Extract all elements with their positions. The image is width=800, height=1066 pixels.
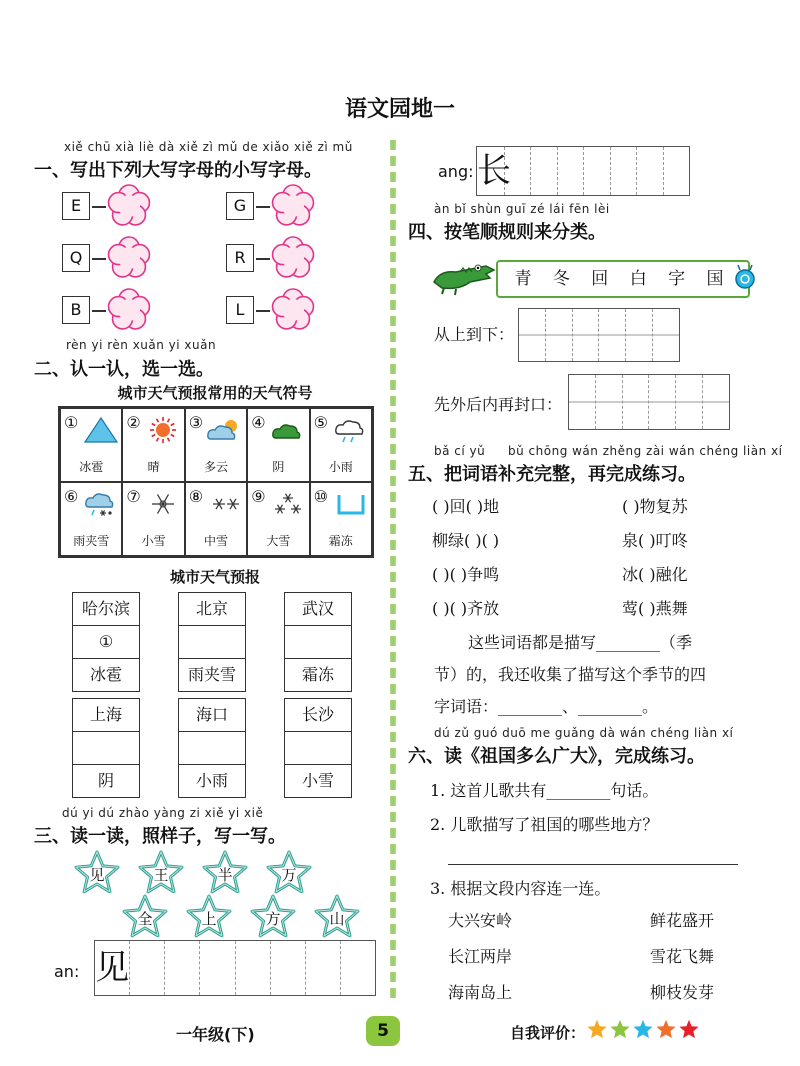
star-char <box>314 894 360 938</box>
moderate-snow-icon <box>206 489 246 523</box>
grid-cell[interactable] <box>569 375 596 429</box>
page-number: 5 <box>366 1016 400 1046</box>
weather-symbol-cell <box>185 482 247 556</box>
star-char <box>138 850 184 894</box>
grid-cell[interactable] <box>637 147 664 195</box>
city-symbol-blank[interactable] <box>73 732 139 765</box>
s5-para-line2: 节）的，我还收集了描写这个季节的四 <box>434 665 707 684</box>
letter-box: E <box>62 192 90 220</box>
stroke-chars: 青 冬 回 白 字 国 <box>514 269 732 289</box>
match-left-item[interactable]: 长江两岸 <box>448 947 513 966</box>
grid-cell[interactable] <box>306 941 341 995</box>
city-card <box>178 592 246 692</box>
light-snow-icon <box>143 489 183 523</box>
dash-line <box>92 310 106 312</box>
symbol-label: 雨夹雪 <box>73 534 110 548</box>
grid-cell[interactable] <box>519 309 546 361</box>
symbol-number: ① <box>64 413 79 432</box>
city-symbol-blank[interactable] <box>179 732 245 765</box>
city-weather: 雨夹雪 <box>187 665 236 684</box>
rating-star-icon[interactable] <box>609 1018 631 1040</box>
grid-cell[interactable] <box>611 147 638 195</box>
grade-label: 一年级(下) <box>176 1025 255 1044</box>
weather-symbol-cell <box>122 408 184 482</box>
grid-cell[interactable] <box>573 309 600 361</box>
s6-heading: 六、读《祖国多么广大》，完成练习。 <box>408 746 705 767</box>
grid-cell[interactable] <box>558 147 585 195</box>
row1-label: 从上到下： <box>434 325 515 344</box>
grid-cell[interactable] <box>596 375 623 429</box>
question-3: 3. 根据文段内容连一连。 <box>430 879 611 898</box>
an-label: an: <box>54 962 80 981</box>
weather-symbol-cell <box>60 482 122 556</box>
city-symbol-blank[interactable]: ① <box>73 626 139 659</box>
forecast-title: 城市天气预报 <box>169 568 260 586</box>
sleet-icon <box>81 489 121 523</box>
star-char-text: 半 <box>217 866 233 884</box>
outside-inside-grid[interactable] <box>568 374 730 430</box>
weather-symbol-cell <box>247 408 309 482</box>
s1-pinyin: xiě chū xià liè dà xiě zì mǔ de xiǎo xiě zì mǔ <box>64 140 353 154</box>
s4-pinyin: àn bǐ shùn guī zé lái fēn lèi <box>434 202 610 216</box>
dash-line <box>256 310 270 312</box>
s3-pinyin: dú yi dú zhào yàng zi xiě yi xiě <box>62 806 264 820</box>
light-rain-icon <box>331 415 371 449</box>
s2-heading: 二、认一认，选一选。 <box>34 359 214 380</box>
city-weather: 阴 <box>97 771 114 790</box>
weather-symbol-cell <box>310 482 372 556</box>
symbol-label: 小雪 <box>141 534 166 548</box>
ang-writing-grid[interactable] <box>476 146 690 196</box>
symbol-number: ⑩ <box>313 487 328 506</box>
grid-cell[interactable] <box>546 309 573 361</box>
column-divider <box>386 140 400 1000</box>
grid-cell[interactable] <box>664 147 690 195</box>
question-2: 2. 儿歌描写了祖国的哪些地方？ <box>430 815 659 834</box>
star-char <box>266 850 312 894</box>
idiom-right[interactable]: 莺( )燕舞 <box>622 599 688 618</box>
city-name: 北京 <box>179 593 245 626</box>
symbol-label: 中雪 <box>203 534 228 548</box>
flower-answer-box[interactable] <box>270 235 316 281</box>
heavy-snow-icon <box>268 489 308 523</box>
s5-para-line1: 这些词语都是描写________（季 <box>468 633 693 652</box>
star-char <box>202 850 248 894</box>
idiom-left[interactable]: 柳绿( )( ) <box>432 531 500 550</box>
rating-star-icon[interactable] <box>632 1018 654 1040</box>
overcast-icon <box>268 415 308 449</box>
symbol-number: ⑨ <box>251 487 266 506</box>
grid-cell[interactable] <box>649 375 676 429</box>
s4-heading: 四、按笔顺规则来分类。 <box>408 222 606 243</box>
grid-cell[interactable] <box>341 941 375 995</box>
hail-icon <box>81 415 121 449</box>
weather-symbol-table <box>58 406 374 558</box>
symbol-number: ⑤ <box>313 413 328 432</box>
question-1: 1. 这首儿歌共有________句话。 <box>430 781 659 800</box>
city-card <box>284 698 352 798</box>
city-card <box>284 592 352 692</box>
weather-symbol-cell <box>185 408 247 482</box>
crocodile-icon <box>430 256 498 296</box>
stroke-chars-bar <box>496 260 750 298</box>
dash-line <box>92 206 106 208</box>
star-char-text: 山 <box>329 910 345 928</box>
letter-box: B <box>62 296 90 324</box>
flower-answer-box[interactable] <box>270 287 316 333</box>
symbol-number: ⑥ <box>64 487 79 506</box>
flower-answer-box[interactable] <box>106 287 152 333</box>
flower-answer-box[interactable] <box>106 183 152 229</box>
grid-cell[interactable] <box>200 941 235 995</box>
s5-heading: 五、把词语补充完整，再完成练习。 <box>408 464 696 485</box>
dash-line <box>256 206 270 208</box>
frost-icon <box>331 489 371 523</box>
symbol-label: 小雨 <box>328 460 353 474</box>
star-char-text: 全 <box>137 910 153 928</box>
idiom-left[interactable]: ( )( )争鸣 <box>432 565 500 584</box>
letter-box: L <box>226 296 254 324</box>
grid-cell[interactable] <box>505 147 532 195</box>
grid-cell[interactable] <box>676 375 703 429</box>
page-title: 语文园地一 <box>344 97 455 122</box>
city-card <box>178 698 246 798</box>
s2-pinyin: rèn yi rèn xuǎn yi xuǎn <box>66 338 217 352</box>
city-card <box>72 592 140 692</box>
rating-stars[interactable] <box>586 1018 701 1044</box>
s5-para-line3: 字词语：________、________。 <box>434 697 659 716</box>
ang-label: ang: <box>438 162 474 181</box>
weather-table-title: 城市天气预报常用的天气符号 <box>117 384 313 402</box>
an-writing-grid[interactable] <box>94 940 376 996</box>
city-weather: 小雨 <box>195 771 228 790</box>
city-name: 哈尔滨 <box>73 593 139 626</box>
symbol-label: 大雪 <box>266 534 291 548</box>
city-name: 上海 <box>73 699 139 732</box>
grid-cell[interactable] <box>703 375 729 429</box>
star-char-text: 万 <box>281 866 297 884</box>
grid-cell[interactable] <box>271 941 306 995</box>
sun-icon <box>143 415 183 449</box>
flower-answer-box[interactable] <box>106 235 152 281</box>
city-symbol-blank[interactable] <box>285 732 351 765</box>
grid-cell[interactable] <box>236 941 271 995</box>
s1-heading: 一、写出下列大写字母的小写字母。 <box>34 160 322 181</box>
top-to-bottom-grid[interactable] <box>518 308 680 362</box>
weather-symbol-cell <box>60 408 122 482</box>
letter-box: G <box>226 192 254 220</box>
idiom-right[interactable]: 冰( )融化 <box>622 565 688 584</box>
grid-cell[interactable] <box>165 941 200 995</box>
match-right-item[interactable]: 雪花飞舞 <box>650 947 715 966</box>
star-char <box>250 894 296 938</box>
match-right-item[interactable]: 鲜花盛开 <box>650 911 715 930</box>
grid-cell[interactable] <box>130 941 165 995</box>
letter-box: R <box>226 244 254 272</box>
dash-line <box>256 258 270 260</box>
city-symbol-blank[interactable] <box>285 626 351 659</box>
symbol-number: ⑧ <box>188 487 204 506</box>
city-symbol-blank[interactable] <box>179 626 245 659</box>
city-name: 海口 <box>179 699 245 732</box>
match-left-item[interactable]: 大兴安岭 <box>448 911 513 930</box>
answer-line[interactable] <box>448 864 738 865</box>
city-card <box>72 698 140 798</box>
symbol-number: ④ <box>251 413 266 432</box>
example-char: 长 <box>477 147 505 195</box>
rating-star-icon[interactable] <box>678 1018 700 1040</box>
rating-star-icon[interactable] <box>655 1018 677 1040</box>
s3-heading: 三、读一读，照样子，写一写。 <box>34 826 286 847</box>
match-left-item[interactable]: 海南岛上 <box>448 983 513 1002</box>
weather-symbol-cell <box>247 482 309 556</box>
snail-icon <box>734 264 756 292</box>
flower-answer-box[interactable] <box>270 183 316 229</box>
s5-pinyin-pre: bǎ cí yǔ <box>434 444 486 458</box>
star-char-text: 上 <box>201 910 217 928</box>
symbol-label: 阴 <box>272 460 285 474</box>
cloudy-icon <box>206 415 246 449</box>
weather-symbol-cell <box>310 408 372 482</box>
row2-label: 先外后内再封口： <box>434 395 563 414</box>
example-char: 见 <box>95 941 130 995</box>
city-name: 武汉 <box>285 593 351 626</box>
star-char <box>122 894 168 938</box>
idiom-right[interactable]: 泉( )叮咚 <box>622 531 688 550</box>
symbol-label: 霜冻 <box>328 534 353 548</box>
symbol-number: ③ <box>188 413 204 432</box>
letter-box: Q <box>62 244 90 272</box>
symbol-label: 晴 <box>147 460 160 474</box>
grid-cell[interactable] <box>531 147 558 195</box>
city-name: 长沙 <box>285 699 351 732</box>
star-char-text: 王 <box>153 866 169 884</box>
star-char <box>74 850 120 894</box>
grid-cell[interactable] <box>626 309 653 361</box>
idiom-left[interactable]: ( )( )齐放 <box>432 599 500 618</box>
s5-pinyin: bǔ chōng wán zhěng zài wán chéng liàn xí <box>508 444 783 458</box>
star-char-text: 方 <box>265 910 281 928</box>
grid-cell[interactable] <box>653 309 679 361</box>
star-char <box>186 894 232 938</box>
city-weather: 小雪 <box>301 771 334 790</box>
idiom-right[interactable]: ( )物复苏 <box>622 497 688 516</box>
symbol-label: 多云 <box>203 460 228 474</box>
self-eval-label: 自我评价： <box>510 1024 586 1042</box>
grid-cell[interactable] <box>599 309 626 361</box>
symbol-label: 冰雹 <box>79 460 104 474</box>
dash-line <box>92 258 106 260</box>
match-right-item[interactable]: 柳枝发芽 <box>650 983 715 1002</box>
s6-pinyin: dú zǔ guó duō me guǎng dà wán chéng liàn xí <box>434 726 734 740</box>
city-weather: 冰雹 <box>89 665 122 684</box>
weather-symbol-cell <box>122 482 184 556</box>
symbol-number: ⑦ <box>126 487 141 506</box>
idiom-left[interactable]: ( )回( )地 <box>432 497 500 516</box>
rating-star-icon[interactable] <box>586 1018 608 1040</box>
star-char-text: 见 <box>89 866 105 884</box>
symbol-number: ② <box>126 413 141 432</box>
grid-cell[interactable] <box>623 375 650 429</box>
grid-cell[interactable] <box>584 147 611 195</box>
city-weather: 霜冻 <box>301 665 334 684</box>
